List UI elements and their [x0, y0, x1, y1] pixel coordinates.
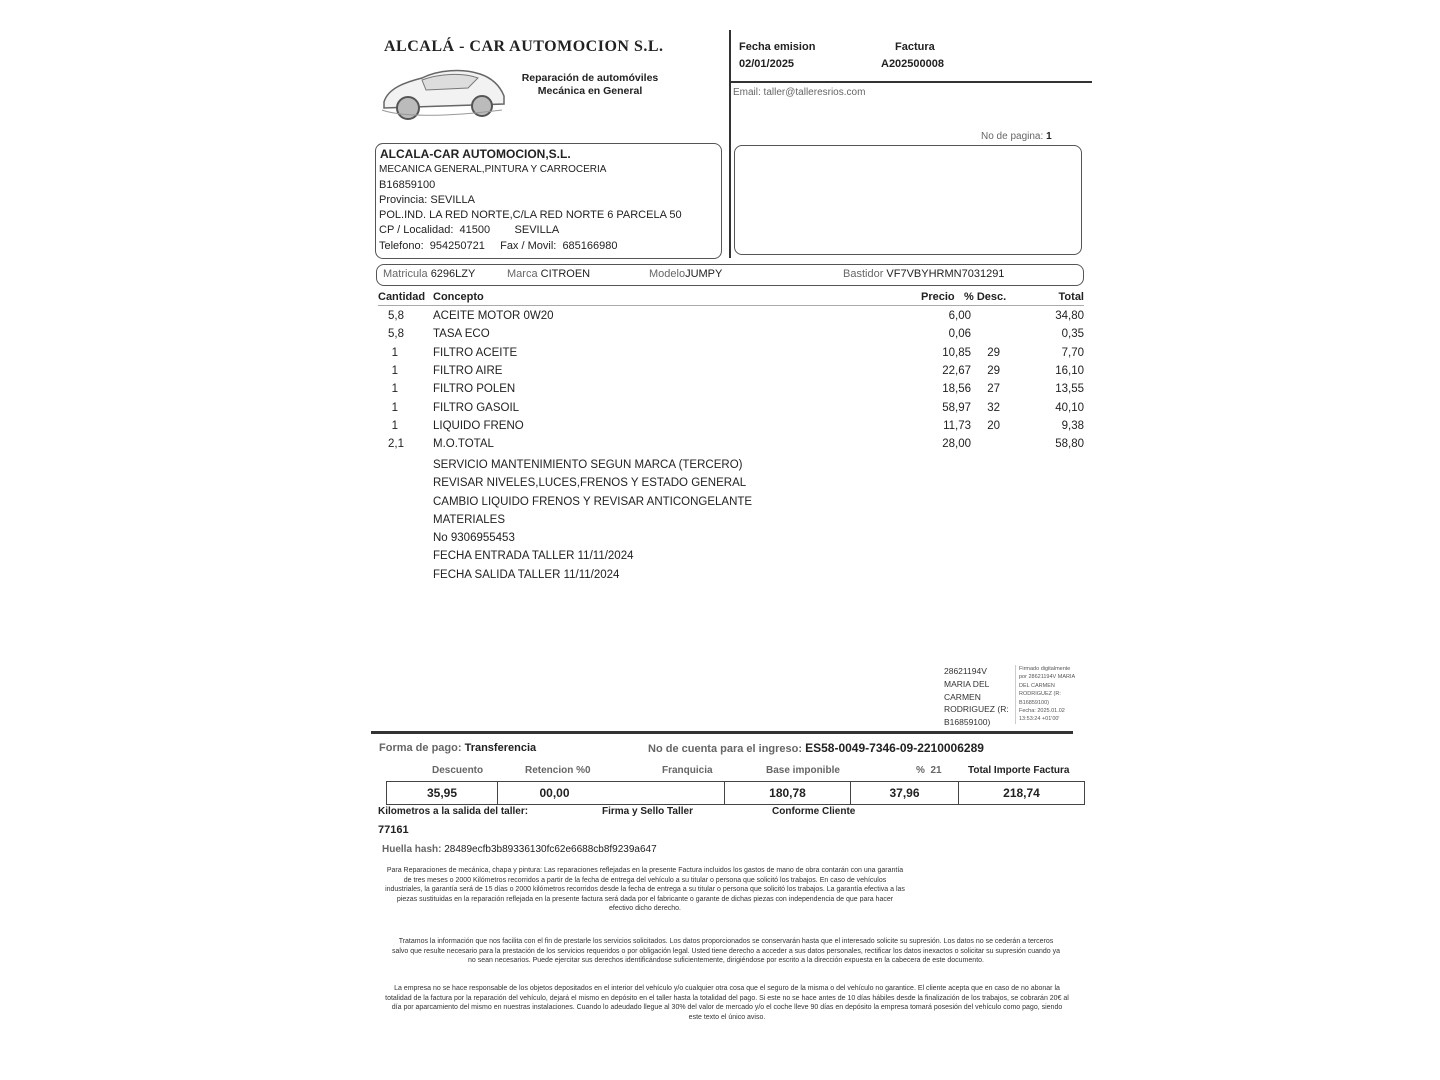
header-total: Total	[1058, 291, 1084, 303]
row-discount: 20	[987, 419, 1000, 432]
signature-detail-line: por 28621194V MARIA	[1019, 674, 1076, 681]
row-qty: 1	[391, 383, 398, 396]
company-email: Email: taller@talleresrios.com	[733, 87, 866, 98]
note-line: FECHA ENTRADA TALLER 11/11/2024	[433, 550, 634, 563]
table-row	[378, 347, 1084, 365]
label-total: Total Importe Factura	[968, 765, 1070, 776]
vehicle-vin: VF7VBYHRMN7031291	[886, 268, 1005, 280]
legal-warranty: Para Reparaciones de mecánica, chapa y pintura: Las reparaciones reflejadas en la presente Factura incluidos los gastos de mano de obra contarán con una garantía de tres meses o 2000 Kilómetros recorridos a partir de la fecha de entrega del vehículo a su titular o persona que solicitó los trabajos. En caso de vehículos industriales, la garantía será de 15 días o 2000 kilómetros recorridos desde la fecha de entrega a su titular o persona que solicitó los trabajos. La garantía efectiva a las piezas sustituidas en la reparación reflejada en la presente factura será dada por el fabricante o garante de dichas piezas con independencia de que para hacer efectivo dicho derecho.	[385, 867, 905, 912]
header-concept: Concepto	[433, 291, 484, 303]
signature-line: B16859100)	[944, 717, 991, 728]
total-base: 180,78	[725, 782, 851, 804]
invoice-date: 02/01/2025	[739, 58, 795, 70]
label-retention: Retencion %0	[525, 765, 591, 776]
company-tagline-1: Reparación de automóviles	[521, 72, 659, 84]
row-qty: 1	[391, 419, 398, 432]
row-concept: FILTRO AIRE	[433, 364, 503, 377]
km-label: Kilometros a la salida del taller:	[378, 806, 529, 817]
notes-list	[433, 456, 752, 584]
row-total: 16,10	[1055, 364, 1084, 377]
signature-detail-line: B16859100)	[1019, 699, 1049, 706]
row-discount: 29	[987, 364, 1000, 377]
row-price: 6,00	[948, 310, 971, 322]
note-line: No 9306955453	[433, 532, 515, 545]
invoice-number: A202500008	[881, 58, 945, 70]
header-divider-vertical	[729, 30, 731, 258]
issuer-phone: Telefono: 954250721 Fax / Movil: 685166980	[379, 240, 618, 252]
note-line: FECHA SALIDA TALLER 11/11/2024	[433, 568, 620, 581]
legal-deposit: La empresa no se hace responsable de los objetos depositados en el interior del vehículo y/o cualquier otra cosa que el seguro de la misma o del vehículo no garantice. El cliente acepta que en caso de no abonar la totalidad de la factura por la reparación del vehículo, dejará el mismo en depósito en el taller hasta la totalidad del pago. Si este no se hace antes de 10 días hábiles desde la finalización de los trabajos, se cobrarán 20€ al día por aparcamiento del mismo en nuestras instalaciones. Cuando lo adeudado llegue al 30% del valor de mercado y/o el coche lleve 90 días en depósito la empresa tomará posesión del vehículo como pago, siendo este texto el único aviso.	[385, 985, 1069, 1021]
page-number: 1	[1046, 131, 1052, 142]
signature-detail-line: DEL CARMEN	[1019, 682, 1055, 689]
signature-detail-line: Firmado digitalmente	[1019, 666, 1071, 672]
row-qty: 2,1	[388, 438, 404, 451]
signature-detail-line: 13:53:24 +01'00'	[1019, 716, 1060, 723]
hash-value: 28489ecfb3b89336130fc62e6688cb8f9239a647	[444, 844, 657, 855]
page-number-label: No de pagina:	[981, 131, 1044, 142]
row-concept: LIQUIDO FRENO	[433, 419, 524, 432]
row-discount: 32	[987, 401, 1000, 414]
account-number: ES58-0049-7346-09-2210006289	[805, 741, 984, 755]
total-retention: 00,00	[539, 786, 570, 800]
table-row	[378, 438, 1084, 456]
vehicle-model-label: Modelo	[649, 268, 686, 280]
note-line: MATERIALES	[433, 513, 505, 526]
row-discount: 29	[987, 346, 1000, 359]
header-price: Precio	[921, 291, 955, 303]
row-qty: 1	[391, 346, 398, 359]
row-price: 0,06	[948, 328, 971, 341]
legal-privacy: Tratamos la información que nos facilita con el fin de prestarle los servicios solicitados. Los datos proporcionados se conservarán hasta que el interesado solicite su supresión. Los datos no se cederán a terceros salvo que resulte necesario para la prestación de los servicios requeridos o por obligación legal. Usted tiene derecho a acceder a sus datos personales, rectificar los datos inexactos o solicitar su supresión cuando ya no sean necesarios. Puede ejercitar sus derechos identificándose suficientemente, dirigiéndose por escrito a la dirección expuesta en la cabecera de este documento.	[391, 938, 1061, 964]
row-discount: 27	[987, 383, 1000, 396]
row-qty: 1	[391, 401, 398, 414]
row-concept: M.O.TOTAL	[433, 438, 494, 451]
table-row	[378, 383, 1084, 401]
issuer-activity: MECANICA GENERAL,PINTURA Y CARROCERIA	[379, 164, 607, 175]
issuer-province: Provincia: SEVILLA	[379, 194, 475, 206]
label-franchise: Franquicia	[662, 765, 713, 776]
issuer-cif: B16859100	[379, 179, 436, 191]
total-discount: 35,95	[387, 782, 498, 804]
digital-signature-details	[1015, 665, 1075, 724]
vehicle-plate-label: Matricula	[383, 268, 428, 280]
account-label: No de cuenta para el ingreso:	[648, 743, 803, 755]
header-discount: % Desc.	[964, 291, 1007, 303]
issuer-box	[375, 143, 722, 259]
row-concept: FILTRO POLEN	[433, 383, 516, 396]
issuer-cp: CP / Localidad: 41500 SEVILLA	[379, 224, 560, 236]
row-total: 40,10	[1055, 401, 1084, 414]
company-logo-name: ALCALÁ - CAR AUTOMOCION S.L.	[384, 38, 664, 55]
row-concept: ACEITE MOTOR 0W20	[433, 310, 554, 322]
hash-label: Huella hash:	[382, 844, 442, 855]
totals-separator	[371, 731, 1073, 734]
row-price: 11,73	[943, 419, 971, 432]
row-concept: FILTRO ACEITE	[433, 346, 518, 359]
company-tagline-2: Mecánica en General	[537, 85, 643, 97]
client-box	[734, 145, 1082, 255]
digital-signature-name	[944, 665, 1009, 729]
table-row	[378, 328, 1084, 346]
vehicle-brand: CITROEN	[540, 268, 591, 280]
signature-detail-line: RODRIGUEZ (R:	[1019, 691, 1061, 698]
row-total: 0,35	[1061, 328, 1084, 341]
header-qty: Cantidad	[378, 291, 426, 303]
row-price: 18,56	[942, 383, 971, 396]
label-vat: % 21	[916, 765, 942, 776]
vehicle-brand-label: Marca	[507, 268, 538, 280]
row-price: 28,00	[942, 438, 971, 451]
signature-line: 28621194V	[944, 666, 987, 676]
row-total: 58,80	[1055, 438, 1084, 451]
row-concept: FILTRO GASOIL	[433, 401, 520, 414]
row-price: 10,85	[942, 346, 971, 359]
signature-line: RODRIGUEZ (R:	[944, 704, 1009, 715]
km-value: 77161	[378, 824, 409, 836]
row-price: 22,67	[942, 364, 971, 377]
row-qty: 5,8	[388, 328, 404, 341]
row-total: 13,55	[1055, 383, 1084, 396]
payment-method: Transferencia	[464, 742, 537, 754]
row-qty: 1	[391, 364, 398, 377]
vehicle-plate: 6296LZY	[430, 268, 476, 280]
totals-box	[386, 781, 1085, 805]
invoice-date-label: Fecha emision	[739, 41, 816, 53]
row-total: 7,70	[1061, 346, 1084, 359]
label-base: Base imponible	[766, 765, 840, 776]
client-signature-label: Conforme Cliente	[772, 806, 856, 817]
signature-detail-line: Fecha: 2025.01.02	[1019, 708, 1065, 715]
note-line: SERVICIO MANTENIMIENTO SEGUN MARCA (TERCERO)	[433, 459, 743, 471]
row-concept: TASA ECO	[433, 328, 490, 341]
total-amount: 218,74	[959, 782, 1085, 804]
note-line: REVISAR NIVELES,LUCES,FRENOS Y ESTADO GENERAL	[433, 477, 747, 490]
signature-line: CARMEN	[944, 691, 981, 702]
payment-method-label: Forma de pago:	[379, 742, 462, 754]
note-line: CAMBIO LIQUIDO FRENOS Y REVISAR ANTICONGELANTE	[433, 495, 753, 508]
issuer-name: ALCALA-CAR AUTOMOCION,S.L.	[380, 147, 571, 161]
workshop-signature-label: Firma y Sello Taller	[602, 806, 693, 817]
table-row	[378, 420, 1084, 438]
table-header-underline	[378, 305, 1084, 306]
invoice-number-label: Factura	[895, 41, 935, 53]
row-total: 34,80	[1055, 310, 1084, 322]
total-franchise	[612, 782, 725, 804]
table-row	[378, 310, 1084, 328]
vehicle-box	[376, 264, 1084, 286]
label-discount: Descuento	[432, 765, 484, 776]
vehicle-vin-label: Bastidor	[843, 268, 884, 280]
table-row	[378, 365, 1084, 383]
total-vat: 37,96	[851, 782, 959, 804]
items-list	[378, 310, 1084, 460]
header-divider-horizontal	[730, 81, 1092, 83]
totals-labels	[380, 765, 1090, 779]
table-row	[378, 402, 1084, 420]
vehicle-model: JUMPY	[685, 268, 723, 280]
issuer-address: POL.IND. LA RED NORTE,C/LA RED NORTE 6 PARCELA 50	[379, 209, 682, 221]
row-qty: 5,8	[388, 310, 404, 322]
row-total: 9,38	[1061, 419, 1084, 432]
car-logo-icon	[378, 58, 510, 124]
signature-line: MARIA DEL	[944, 678, 990, 689]
row-price: 58,97	[942, 401, 971, 414]
